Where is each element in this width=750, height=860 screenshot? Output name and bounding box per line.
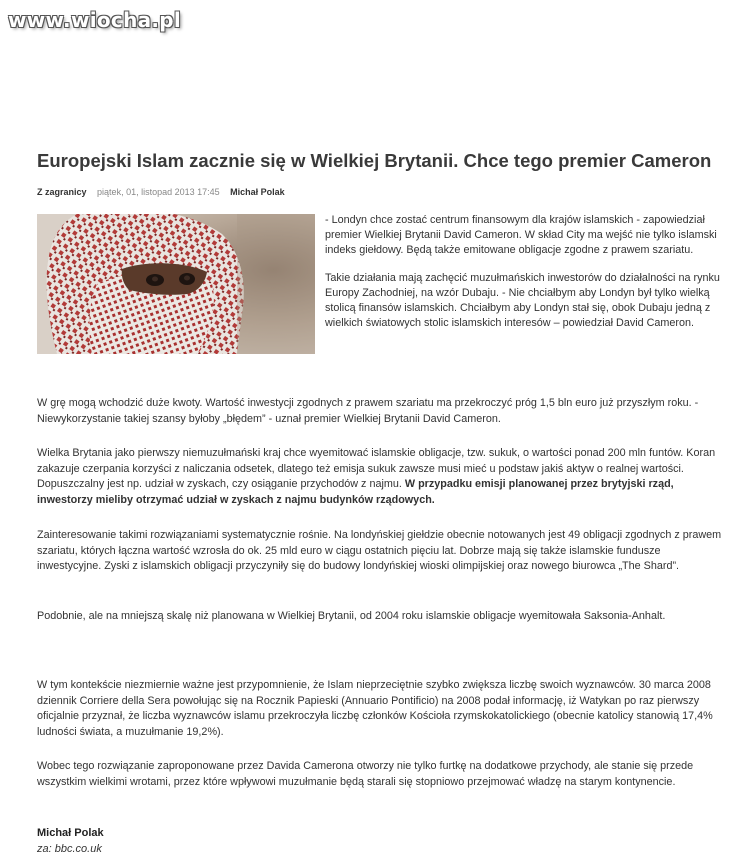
paragraph-bold-text: W przypadku emisji planowanej przez brytyjski rząd, inwestorzy mieliby otrzymać udział w zyskach z najmu budynków rządowych. — [37, 478, 674, 506]
keffiyeh-person-icon — [37, 214, 315, 354]
article-title: Europejski Islam zacznie się w Wielkiej Brytanii. Chce tego premier Cameron — [37, 150, 712, 171]
paragraph-text: W tym kontekście niezmiernie ważne jest przypomnienie, że Islam nieprzeciętnie szybko zwiększa liczbę swoich wyznawców. 30 marca 2008 dziennik Corriere della Sera powołując się na Rocznik Papieski (Annuario Pontificio) na 2008 podał informację, iż Watykan po raz pierwszy oficjalnie przyznał, że liczba wyznawców islamu przekroczyła liczbę członków Kościoła rzymskokatolickiego (obecnie katolicy stanowią 17,4% ludności świata, a muzułmanie 19,2%). — [37, 679, 713, 738]
paragraph-4 — [37, 446, 727, 508]
paragraph-text: Zainteresowanie takimi rozwiązaniami systematycznie rośnie. Na londyńskiej giełdzie obecnie notowanych jest 49 obligacji zgodnych z prawem szariatu, których łączna wartość wzrosła do ok. 25 mld euro w ciągu ostatnich pięciu lat. Dobrze mają się także islamskie fundusze inwestycyjne. Zyski z islamskich obligacji przyczyniły się do budowy londyńskiej wioski olimpijskiej oraz nowego biurowca „The Shard”. — [37, 529, 722, 572]
article-date: piątek, 01, listopad 2013 17:45 — [97, 187, 220, 197]
article-intro — [325, 213, 725, 343]
paragraph-6 — [37, 609, 727, 625]
paragraph-text: Wobec tego rozwiązanie zaproponowane przez Davida Camerona otworzy nie tylko furtkę na dodatkowe przychody, ale stanie się przede wszystkim wielkimi wrotami, przez które wpływowi muzułmanie będą starali się stopniowo przejmować władzę na starym kontynencie. — [37, 760, 694, 788]
signature-source: za: bbc.co.uk — [37, 843, 102, 855]
intro-paragraph-1: - Londyn chce zostać centrum finansowym dla krajów islamskich - zapowiedział premier Wielkiej Brytanii David Cameron. W skład City ma wejść nie tylko islamski indeks giełdowy. Będą także emitowane obligacje zgodne z prawem szariatu. — [325, 214, 717, 257]
paragraph-7 — [37, 678, 727, 740]
article-photo — [37, 214, 315, 354]
article-author: Michał Polak — [230, 187, 285, 197]
paragraph-3 — [37, 396, 727, 427]
paragraph-text: W grę mogą wchodzić duże kwoty. Wartość inwestycji zgodnych z prawem szariatu ma przekroczyć próg 1,5 bln euro już przyszłym roku. - Niewykorzystanie takiej szansy byłoby „błędem” - uznał premier Wielkiej Brytanii David Cameron. — [37, 397, 699, 425]
paragraph-text — [37, 446, 727, 508]
paragraph-5 — [37, 528, 727, 575]
paragraph-text: Podobnie, ale na mniejszą skalę niż planowana w Wielkiej Brytanii, od 2004 roku islamskie obligacje wyemitowała Saksonia-Anhalt. — [37, 610, 666, 622]
article-category[interactable]: Z zagranicy — [37, 187, 87, 197]
article-meta — [37, 187, 285, 197]
paragraph-normal-text: Wielka Brytania jako pierwszy niemuzułmański kraj chce wyemitować islamskie obligacje, tzw. sukuk, o wartości ponad 200 mln funtów. Koran zakazuje czerpania korzyści z naliczania odsetek, dlatego też emisja sukuk zawsze musi mieć u podstaw jakiś aktyw o realnej wartości. Dopuszczalny jest np. udział w zyskach, czy osiąganie przychodów z najmu. — [37, 447, 716, 490]
intro-paragraph-2: Takie działania mają zachęcić muzułmańskich inwestorów do działalności na rynku Europy Zachodniej, na wzór Dubaju. - Nie chciałbym aby Londyn był tylko wielką stolicą finansów islamskich. Chciałbym aby Londyn stał się, obok Dubaju jedną z wielkich światowych stolic islamskich interesów – powiedział David Cameron. — [325, 271, 720, 330]
signature-author: Michał Polak — [37, 827, 104, 839]
site-watermark: www.wiocha.pl — [8, 8, 182, 32]
paragraph-8 — [37, 759, 727, 790]
